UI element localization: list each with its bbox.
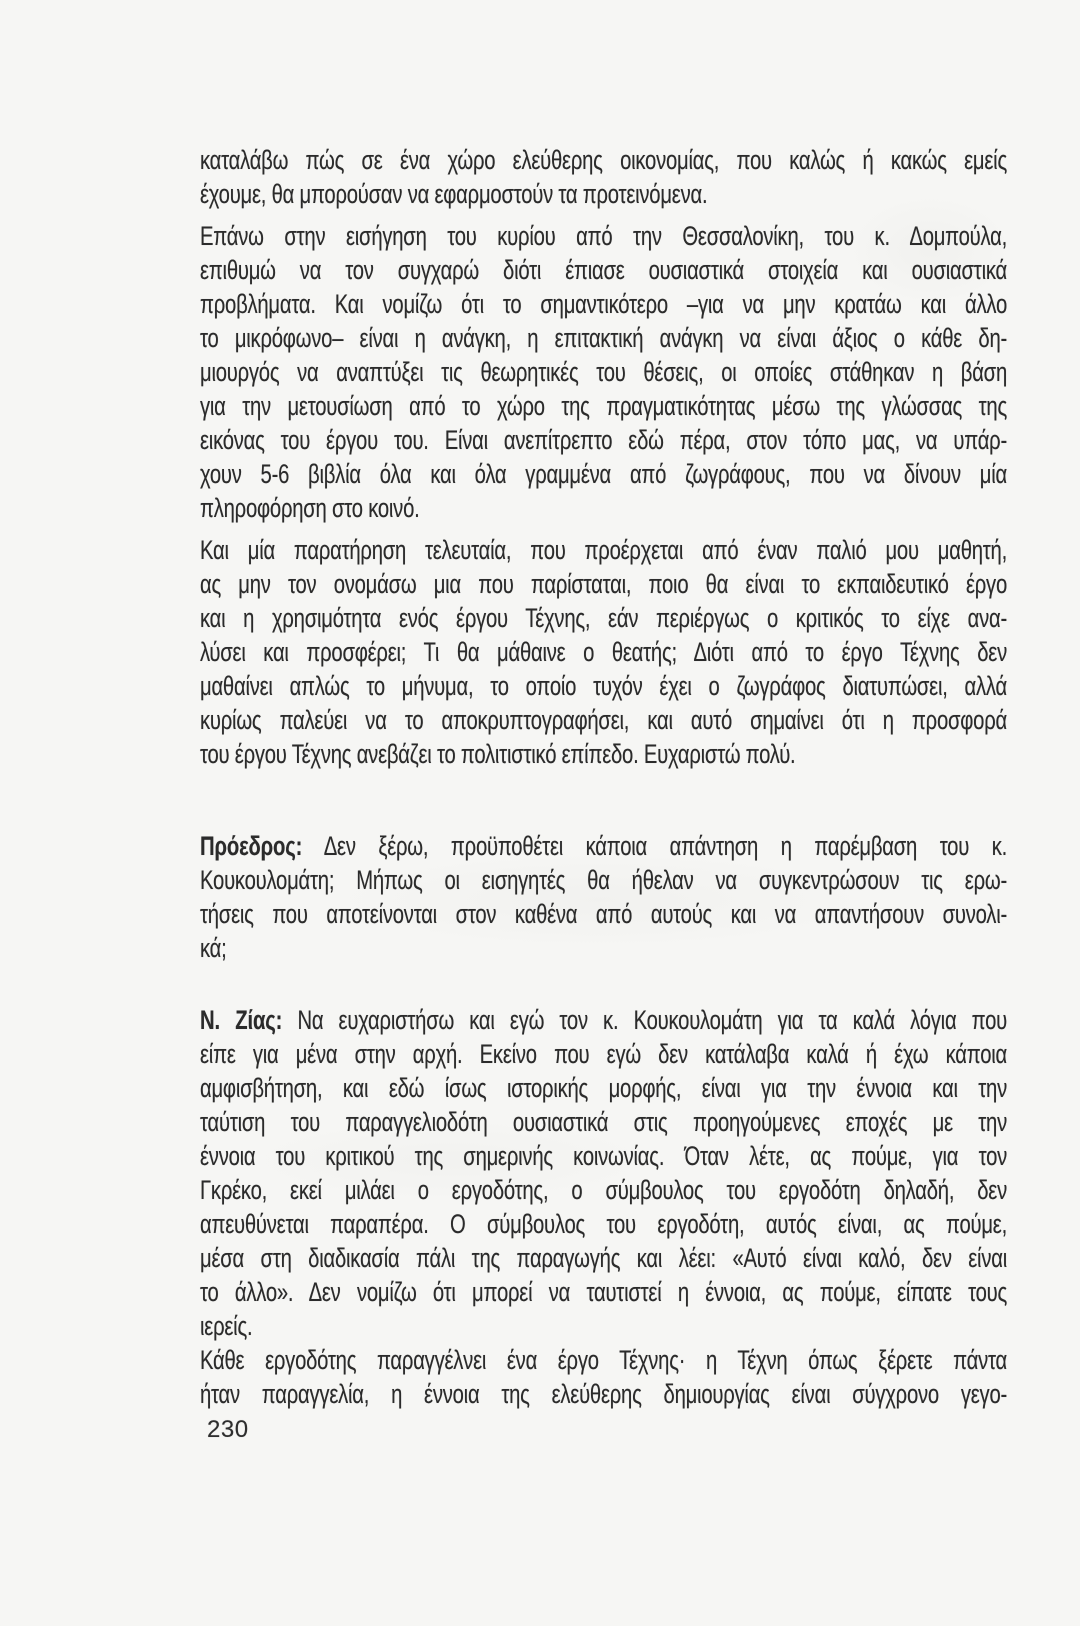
paragraph-n-zias xyxy=(200,1003,1007,1343)
text-line: μαθαίνει απλώς το μήνυμα, το οποίο τυχόν έχει ο ζωγράφος διατυπώσει, αλλά xyxy=(200,671,1007,701)
text-line: έννοια του κριτικού της σημερινής κοινωνίας. Όταν λέτε, ας πούμε, για τον xyxy=(200,1141,1007,1171)
text-line: κυρίως παλεύει να το αποκρυπτογραφήσει, και αυτό σημαίνει ότι η προσφορά xyxy=(200,705,1007,735)
paragraph-continuation xyxy=(200,143,1007,211)
text-line: ας μην τον ονομάσω μια που παρίσταται, ποιο θα είναι το εκπαιδευτικό έργο xyxy=(200,569,1007,599)
text-line: καταλάβω πώς σε ένα χώρο ελεύθερης οικονομίας, που καλώς ή κακώς εμείς xyxy=(200,145,1007,175)
paragraph-proedros xyxy=(200,829,1007,965)
paragraph-kathe-ergodotis xyxy=(200,1343,1007,1411)
text-line: Κάθε εργοδότης παραγγέλνει ένα έργο Τέχνης· η Τέχνη όπως ξέρετε πάντα xyxy=(200,1345,1007,1375)
text-line: Πρόεδρος: Δεν ξέρω, προϋποθέτει κάποια απάντηση η παρέμβαση του κ. xyxy=(200,831,1007,861)
text-line: Επάνω στην εισήγηση του κυρίου από την Θεσσαλονίκη, του κ. Δομπούλα, xyxy=(200,221,1007,251)
speaker-label: Ν. Ζίας: xyxy=(200,1005,283,1035)
text-line: κά; xyxy=(200,933,227,963)
text-line: πληροφόρηση στο κοινό. xyxy=(200,493,420,523)
text-line: λύσει και προσφέρει; Τι θα μάθαινε ο θεατής; Διότι από το έργο Τέχνης δεν xyxy=(200,637,1007,667)
text-line: μέσα στη διαδικασία πάλι της παραγωγής και λέει: «Αυτό είναι καλό, δεν είναι xyxy=(200,1243,1007,1273)
text-line: Γκρέκο, εκεί μιλάει ο εργοδότης, ο σύμβουλος του εργοδότη δηλαδή, δεν xyxy=(200,1175,1007,1205)
text-line: το μικρόφωνο– είναι η ανάγκη, η επιτακτική ανάγκη να είναι άξιος ο κάθε δη- xyxy=(200,323,1007,353)
text-line: και η χρησιμότητα ενός έργου Τέχνης, εάν περιέργως ο κριτικός το είχε ανα- xyxy=(200,603,1007,633)
text-line: επιθυμώ να τον συγχαρώ διότι έπιασε ουσιαστικά στοιχεία και ουσιαστικά xyxy=(200,255,1007,285)
text-line: Και μία παρατήρηση τελευταία, που προέρχεται από έναν παλιό μου μαθητή, xyxy=(200,535,1007,565)
text-line: του έργου Τέχνης ανεβάζει το πολιτιστικό επίπεδο. Ευχαριστώ πολύ. xyxy=(200,739,796,769)
text-line: Ν. Ζίας: Να ευχαριστήσω και εγώ τον κ. Κουκουλομάτη για τα καλά λόγια που xyxy=(200,1005,1007,1035)
text-line: ήταν παραγγελία, η έννοια της ελεύθερης δημιουργίας είναι σύγχρονο γεγο- xyxy=(200,1379,1007,1409)
text-line: ταύτιση του παραγγελιοδότη ουσιαστικά στις προηγούμενες εποχές με την xyxy=(200,1107,1007,1137)
paragraph-epano-stin-eisigisi xyxy=(200,219,1007,525)
text-line: χουν 5-6 βιβλία όλα και όλα γραμμένα από ζωγράφους, που να δίνουν μία xyxy=(200,459,1007,489)
text-line: εικόνας του έργου του. Είναι ανεπίτρεπτο εδώ πέρα, στον τόπο μας, να υπάρ- xyxy=(200,425,1007,455)
text-line: για την μετουσίωση από το χώρο της πραγματικότητας μέσω της γλώσσας της xyxy=(200,391,1007,421)
text-block xyxy=(200,143,1007,1411)
text-line: αμφισβήτηση, και εδώ ίσως ιστορικής μορφής, είναι για την έννοια και την xyxy=(200,1073,1007,1103)
text-line: μιουργός να αναπτύξει τις θεωρητικές του θέσεις, οι οποίες στάθηκαν η βάση xyxy=(200,357,1007,387)
text-line: απευθύνεται παραπέρα. Ο σύμβουλος του εργοδότη, αυτός είναι, ας πούμε, xyxy=(200,1209,1007,1239)
text-line: το άλλο». Δεν νομίζω ότι μπορεί να ταυτιστεί η έννοια, ας πούμε, είπατε τους xyxy=(200,1277,1007,1307)
text-line: Κουκουλομάτη; Μήπως οι εισηγητές θα ήθελαν να συγκεντρώσουν τις ερω- xyxy=(200,865,1007,895)
paragraph-kai-mia-paratirisi xyxy=(200,533,1007,771)
text-line: ιερείς. xyxy=(200,1311,253,1341)
text-line: προβλήματα. Και νομίζω ότι το σημαντικότερο –για να μην κρατάω και άλλο xyxy=(200,289,1007,319)
text-line: τήσεις που αποτείνονται στον καθένα από αυτούς και να απαντήσουν συνολι- xyxy=(200,899,1007,929)
speaker-label: Πρόεδρος: xyxy=(200,831,303,861)
page-number: 230 xyxy=(207,1416,249,1443)
text-line: είπε για μένα στην αρχή. Εκείνο που εγώ δεν κατάλαβα καλά ή έχω κάποια xyxy=(200,1039,1007,1069)
text-line: έχουμε, θα μπορούσαν να εφαρμοστούν τα προτεινόμενα. xyxy=(200,179,708,209)
